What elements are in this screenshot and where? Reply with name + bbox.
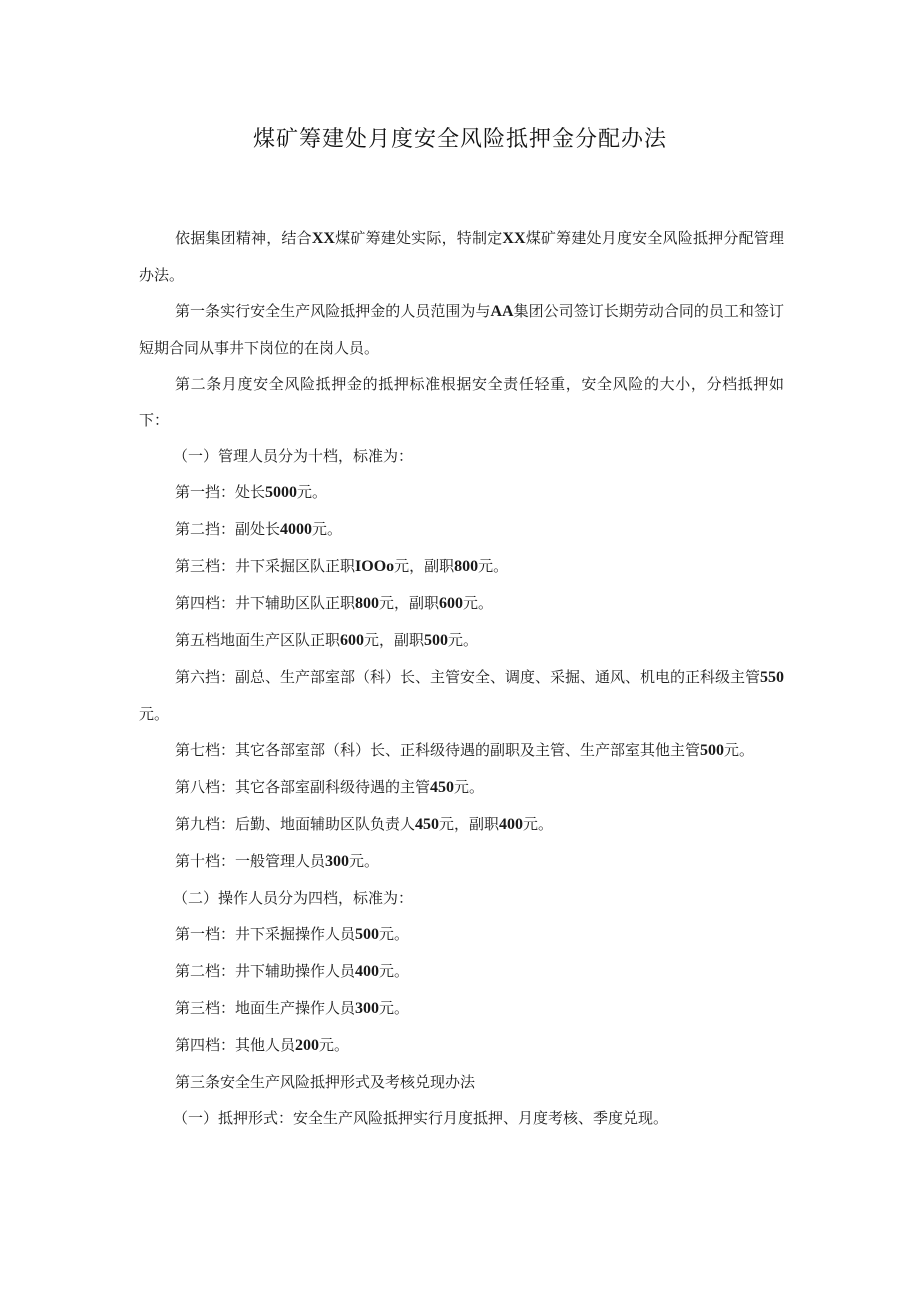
bold-text: XX — [502, 230, 526, 247]
paragraph — [139, 769, 784, 806]
text-run: 元。 — [312, 520, 343, 538]
text-run: 元。 — [319, 1036, 350, 1054]
text-run: 第二条月度安全风险抵押金的抵押标准根据安全责任轻重，安全风险的大小，分档抵押如下： — [139, 375, 784, 429]
text-run: 第一档：井下采掘操作人员 — [175, 925, 356, 943]
text-run: 元。 — [379, 999, 410, 1017]
text-run: 依据集团精神，结合 — [175, 229, 312, 247]
paragraph — [139, 585, 784, 622]
bold-text: 800 — [454, 558, 479, 575]
paragraph — [139, 293, 784, 366]
text-run: 元。 — [379, 962, 410, 980]
paragraph — [139, 953, 784, 990]
bold-text: 600 — [340, 632, 365, 649]
text-run: 第一挡：处长 — [175, 483, 266, 501]
text-run: 元。 — [724, 741, 755, 759]
paragraph — [139, 659, 784, 732]
bold-text: 500 — [424, 632, 449, 649]
bold-text: XX — [311, 230, 335, 247]
text-run: 第三档：地面生产操作人员 — [175, 999, 356, 1017]
text-run: 第一条实行安全生产风险抵押金的人员范围为与 — [175, 302, 491, 320]
text-run: （一）管理人员分为十档，标准为： — [173, 447, 414, 465]
text-run: 元。 — [454, 778, 485, 796]
bold-text: 4000 — [280, 521, 313, 538]
text-run: 煤矿筹建处月度安全风险抵押分配管理办法。 — [139, 229, 784, 284]
text-run: 第九档：后勤、地面辅助区队负责人 — [175, 815, 416, 833]
text-run: 元。 — [139, 705, 170, 723]
text-run: 元。 — [379, 925, 410, 943]
text-run: 集团公司签订长期劳动合同的员工和签订短期合同从事井下岗位的在岗人员。 — [139, 302, 784, 357]
text-run: 元，副职 — [394, 557, 455, 575]
bold-text: 600 — [439, 595, 464, 612]
text-run: 第四档：井下辅助区队正职 — [175, 594, 356, 612]
paragraph — [139, 366, 784, 438]
text-run: 元。 — [297, 483, 328, 501]
text-run: 煤矿筹建处实际，特制定 — [334, 229, 503, 247]
bold-text: IOOo — [355, 558, 395, 575]
text-run: 第六挡：副总、生产部室部（科）长、主管安全、调度、采掘、通风、机电的正科级主管 — [175, 668, 761, 686]
paragraph — [139, 880, 784, 916]
bold-text: 200 — [295, 1037, 320, 1054]
paragraph — [139, 990, 784, 1027]
text-run: 元，副职 — [379, 594, 440, 612]
paragraph — [139, 511, 784, 548]
text-run: 第八档：其它各部室副科级待遇的主管 — [175, 778, 431, 796]
document-title: 煤矿筹建处月度安全风险抵押金分配办法 — [252, 127, 667, 152]
text-run: 第三档：井下采掘区队正职 — [175, 557, 356, 575]
text-run: 元。 — [448, 631, 479, 649]
bold-text: 400 — [355, 963, 380, 980]
paragraph — [139, 732, 784, 769]
paragraph — [139, 843, 784, 880]
text-run: 第十档：一般管理人员 — [175, 852, 326, 870]
bold-text: 800 — [355, 595, 380, 612]
text-run: 元，副职 — [439, 815, 500, 833]
paragraph — [139, 1064, 784, 1100]
text-run: 元。 — [463, 594, 494, 612]
text-run: （一）抵押形式：安全生产风险抵押实行月度抵押、月度考核、季度兑现。 — [173, 1109, 669, 1127]
bold-text: 300 — [325, 853, 350, 870]
paragraph — [139, 916, 784, 953]
bold-text: 450 — [415, 816, 440, 833]
bold-text: 5000 — [265, 484, 298, 501]
text-run: （二）操作人员分为四档，标准为： — [173, 889, 414, 907]
text-run: 第二挡：副处长 — [175, 520, 281, 538]
bold-text: 500 — [700, 742, 725, 759]
text-run: 元。 — [523, 815, 554, 833]
bold-text: AA — [490, 303, 514, 320]
bold-text: 550 — [760, 669, 785, 686]
paragraph — [139, 1100, 784, 1136]
paragraph — [139, 474, 784, 511]
paragraph — [139, 806, 784, 843]
bold-text: 500 — [355, 926, 380, 943]
paragraph — [139, 548, 784, 585]
text-run: 元。 — [478, 557, 509, 575]
paragraph — [139, 1027, 784, 1064]
text-run: 元，副职 — [364, 631, 425, 649]
text-run: 元。 — [349, 852, 380, 870]
paragraph — [139, 438, 784, 474]
paragraph — [139, 220, 784, 293]
text-run: 第七档：其它各部室部（科）长、正科级待遇的副职及主管、生产部室其他主管 — [175, 741, 701, 759]
text-run: 第四档：其他人员 — [175, 1036, 296, 1054]
text-run: 第五档地面生产区队正职 — [175, 631, 341, 649]
bold-text: 300 — [355, 1000, 380, 1017]
text-run: 第三条安全生产风险抵押形式及考核兑现办法 — [175, 1073, 476, 1091]
paragraph — [139, 622, 784, 659]
bold-text: 400 — [499, 816, 524, 833]
document-body — [139, 220, 784, 1136]
bold-text: 450 — [430, 779, 455, 796]
text-run: 第二档：井下辅助操作人员 — [175, 962, 356, 980]
